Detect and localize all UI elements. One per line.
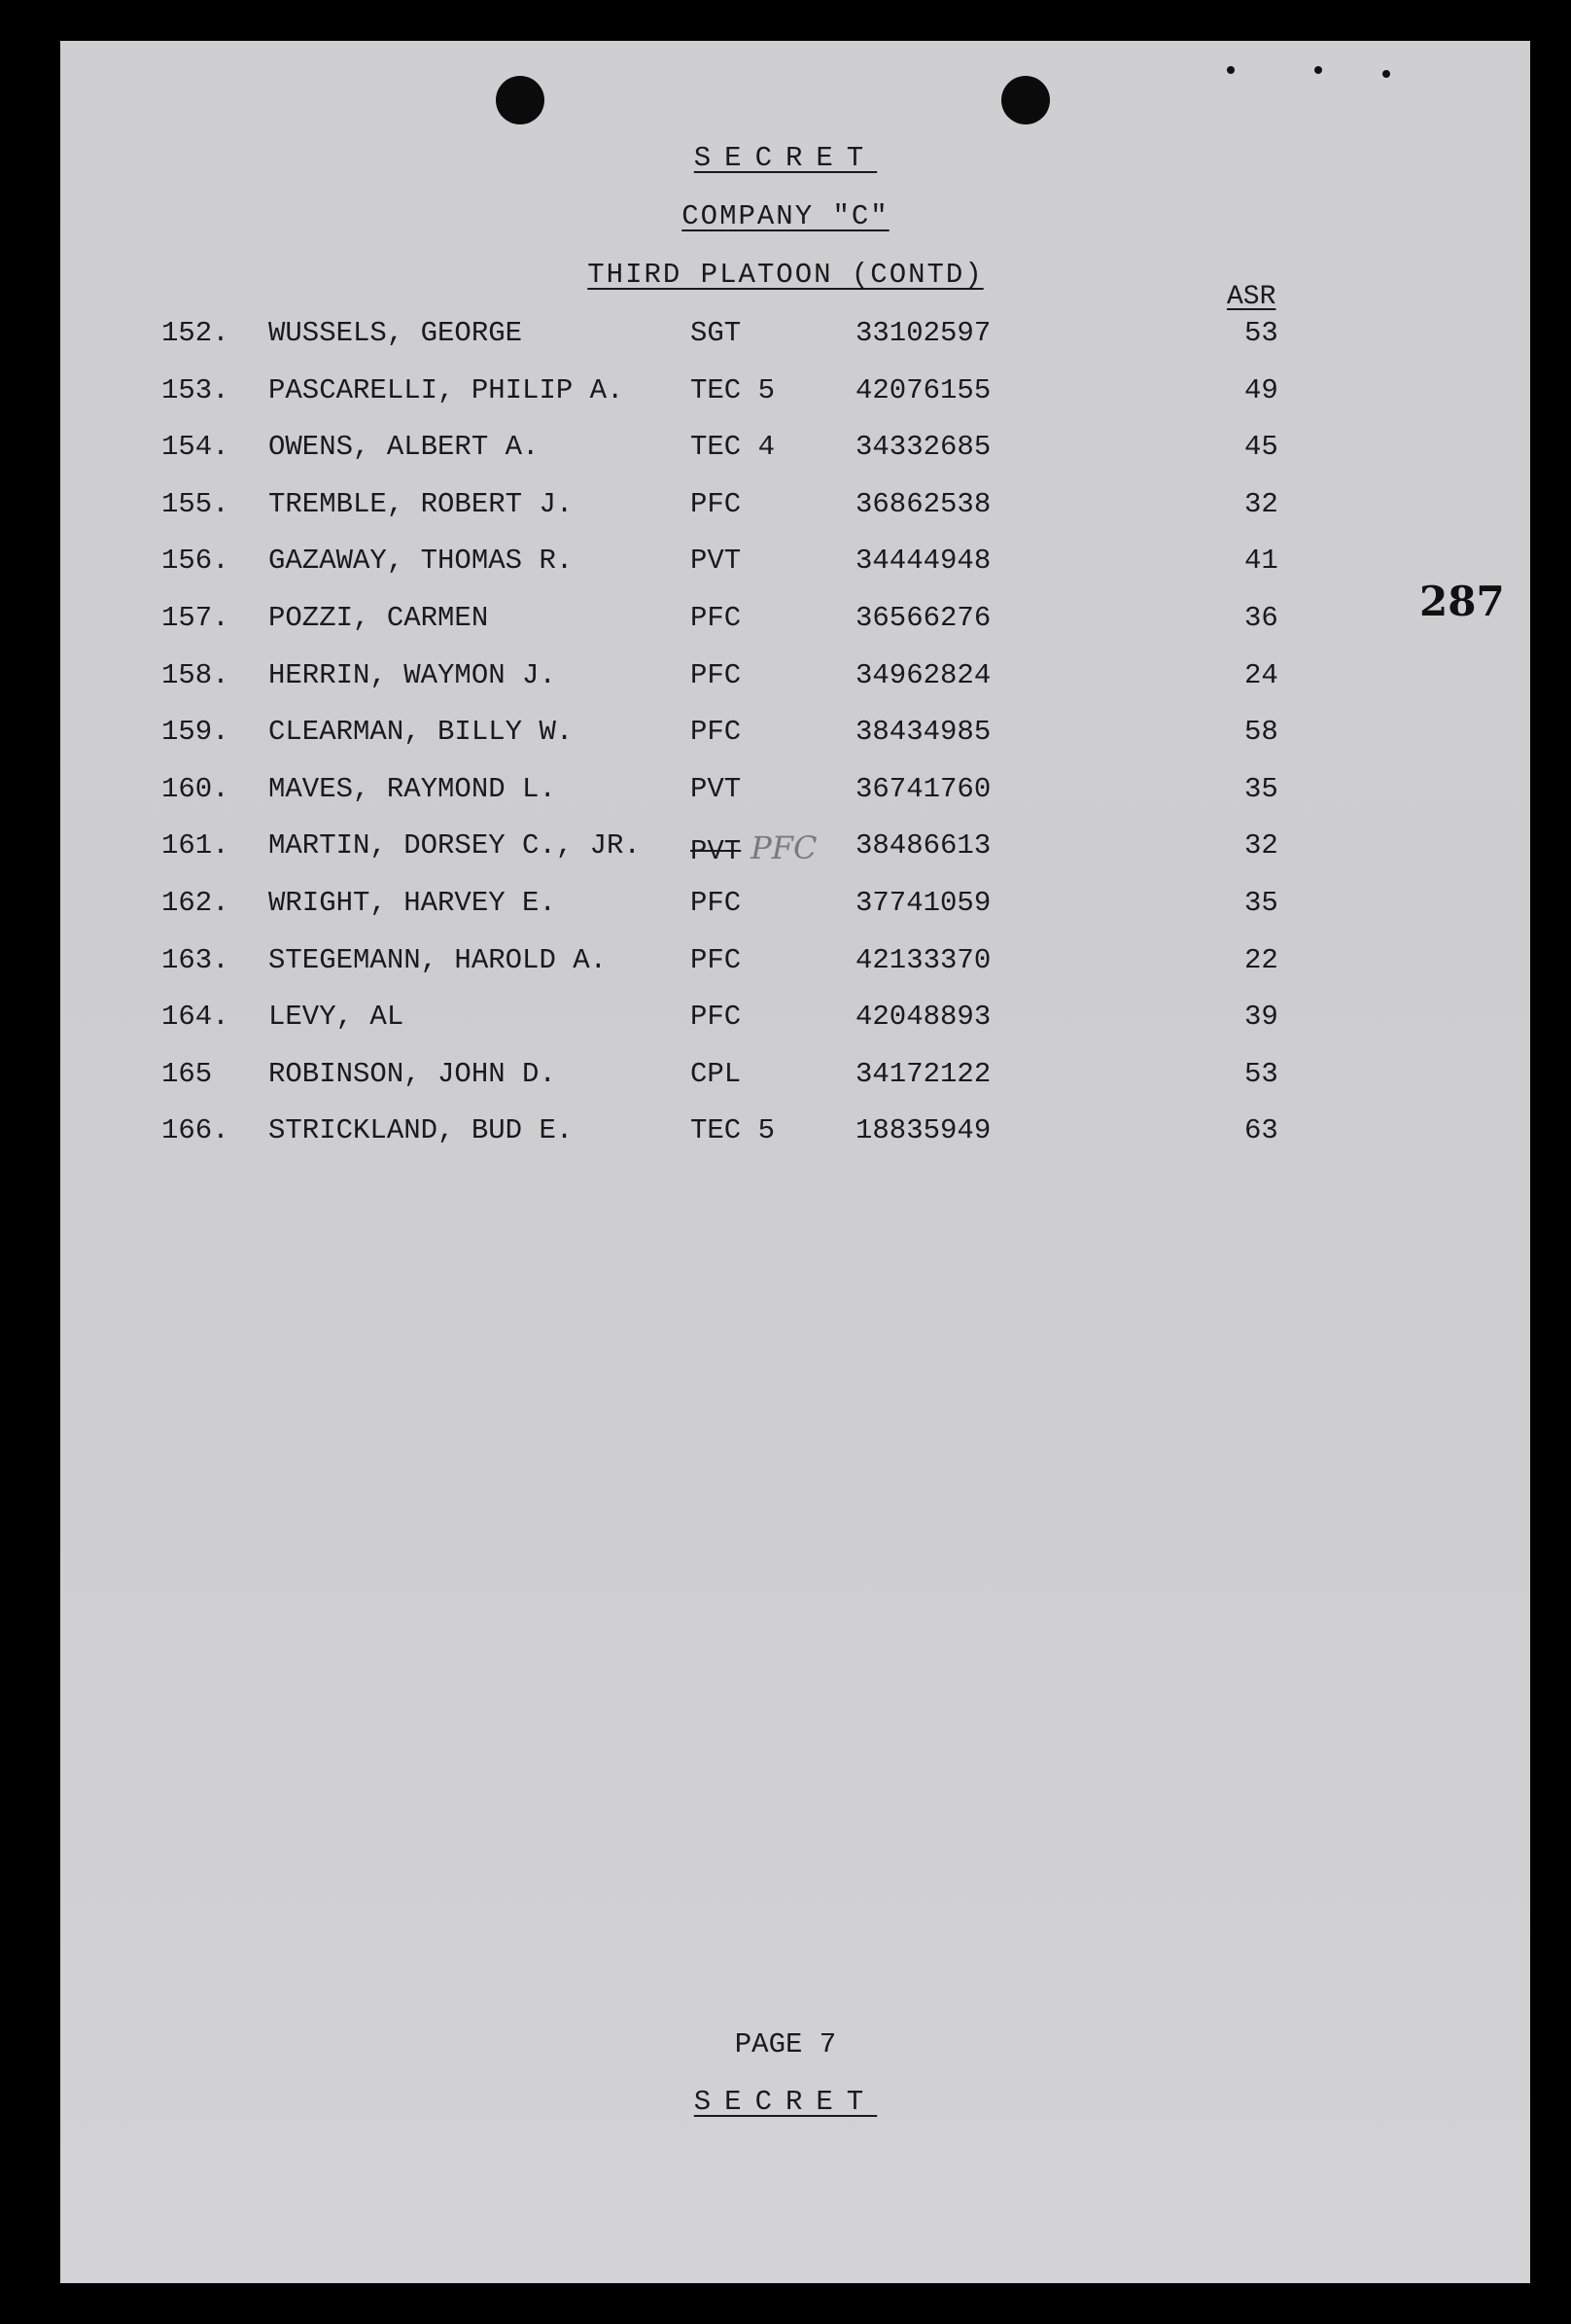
asr-column-header: ASR bbox=[1227, 282, 1276, 312]
asr-score: 49 bbox=[1244, 374, 1278, 406]
serial-number: 42076155 bbox=[855, 374, 992, 406]
platoon-title: THIRD PLATOON (CONTD) bbox=[587, 259, 984, 291]
serial-number: 42048893 bbox=[855, 1001, 992, 1033]
serial-number: 38434985 bbox=[855, 716, 992, 748]
asr-score: 35 bbox=[1244, 887, 1278, 919]
rank: PVT bbox=[690, 545, 742, 577]
asr-score: 45 bbox=[1244, 431, 1278, 463]
entry-number: 164. bbox=[161, 1001, 229, 1033]
soldier-name: POZZI, CARMEN bbox=[268, 602, 489, 634]
asr-score: 58 bbox=[1244, 716, 1278, 748]
entry-number: 158. bbox=[161, 659, 229, 691]
entry-number: 166. bbox=[161, 1114, 229, 1146]
rank: TEC 5 bbox=[690, 374, 776, 406]
soldier-name: PASCARELLI, PHILIP A. bbox=[268, 374, 624, 406]
speck bbox=[1227, 66, 1235, 74]
stamped-page-number: 287 bbox=[1419, 578, 1505, 625]
rank: PFC bbox=[690, 602, 742, 634]
speck bbox=[1314, 66, 1322, 74]
classification-footer: SECRET bbox=[693, 2086, 878, 2118]
punch-hole-left bbox=[496, 76, 544, 124]
soldier-name: HERRIN, WAYMON J. bbox=[268, 659, 556, 691]
serial-number: 34172122 bbox=[855, 1058, 992, 1090]
entry-number: 157. bbox=[161, 602, 229, 634]
serial-number: 37741059 bbox=[855, 887, 992, 919]
entry-number: 159. bbox=[161, 716, 229, 748]
soldier-name: WRIGHT, HARVEY E. bbox=[268, 887, 556, 919]
rank: PFC bbox=[690, 716, 742, 748]
soldier-name: MAVES, RAYMOND L. bbox=[268, 773, 556, 805]
serial-number: 34332685 bbox=[855, 431, 992, 463]
company-title: COMPANY "C" bbox=[681, 200, 890, 232]
rank: TEC 5 bbox=[690, 1114, 776, 1146]
soldier-name: ROBINSON, JOHN D. bbox=[268, 1058, 556, 1090]
classification-header: SECRET bbox=[693, 142, 878, 174]
asr-score: 22 bbox=[1244, 944, 1278, 976]
asr-score: 63 bbox=[1244, 1114, 1278, 1146]
handwritten-rank-correction: PFC bbox=[751, 829, 818, 866]
soldier-name: TREMBLE, ROBERT J. bbox=[268, 488, 574, 520]
asr-score: 53 bbox=[1244, 1058, 1278, 1090]
entry-number: 163. bbox=[161, 944, 229, 976]
entry-number: 155. bbox=[161, 488, 229, 520]
asr-score: 53 bbox=[1244, 317, 1278, 349]
struck-rank: PVT bbox=[690, 835, 742, 867]
soldier-name: STEGEMANN, HAROLD A. bbox=[268, 944, 608, 976]
rank bbox=[690, 829, 817, 867]
serial-number: 38486613 bbox=[855, 829, 992, 862]
serial-number: 36862538 bbox=[855, 488, 992, 520]
soldier-name: WUSSELS, GEORGE bbox=[268, 317, 523, 349]
entry-number: 152. bbox=[161, 317, 229, 349]
punch-hole-right bbox=[1001, 76, 1050, 124]
rank: PFC bbox=[690, 488, 742, 520]
page-number: PAGE 7 bbox=[734, 2028, 837, 2060]
entry-number: 156. bbox=[161, 545, 229, 577]
soldier-name: LEVY, AL bbox=[268, 1001, 404, 1033]
asr-score: 32 bbox=[1244, 488, 1278, 520]
rank: TEC 4 bbox=[690, 431, 776, 463]
entry-number: 153. bbox=[161, 374, 229, 406]
rank: CPL bbox=[690, 1058, 742, 1090]
serial-number: 34962824 bbox=[855, 659, 992, 691]
soldier-name: STRICKLAND, BUD E. bbox=[268, 1114, 574, 1146]
entry-number: 160. bbox=[161, 773, 229, 805]
speck bbox=[1382, 70, 1390, 78]
entry-number: 162. bbox=[161, 887, 229, 919]
soldier-name: GAZAWAY, THOMAS R. bbox=[268, 545, 574, 577]
rank: PFC bbox=[690, 1001, 742, 1033]
rank: PFC bbox=[690, 659, 742, 691]
asr-score: 32 bbox=[1244, 829, 1278, 862]
entry-number: 154. bbox=[161, 431, 229, 463]
serial-number: 18835949 bbox=[855, 1114, 992, 1146]
soldier-name: MARTIN, DORSEY C., JR. bbox=[268, 829, 641, 862]
serial-number: 34444948 bbox=[855, 545, 992, 577]
soldier-name: OWENS, ALBERT A. bbox=[268, 431, 540, 463]
asr-score: 24 bbox=[1244, 659, 1278, 691]
rank: SGT bbox=[690, 317, 742, 349]
serial-number: 36741760 bbox=[855, 773, 992, 805]
asr-score: 35 bbox=[1244, 773, 1278, 805]
rank: PFC bbox=[690, 887, 742, 919]
serial-number: 36566276 bbox=[855, 602, 992, 634]
asr-score: 41 bbox=[1244, 545, 1278, 577]
entry-number: 161. bbox=[161, 829, 229, 862]
serial-number: 33102597 bbox=[855, 317, 992, 349]
asr-score: 36 bbox=[1244, 602, 1278, 634]
serial-number: 42133370 bbox=[855, 944, 992, 976]
rank: PVT bbox=[690, 773, 742, 805]
soldier-name: CLEARMAN, BILLY W. bbox=[268, 716, 574, 748]
rank: PFC bbox=[690, 944, 742, 976]
asr-score: 39 bbox=[1244, 1001, 1278, 1033]
entry-number: 165 bbox=[161, 1058, 213, 1090]
